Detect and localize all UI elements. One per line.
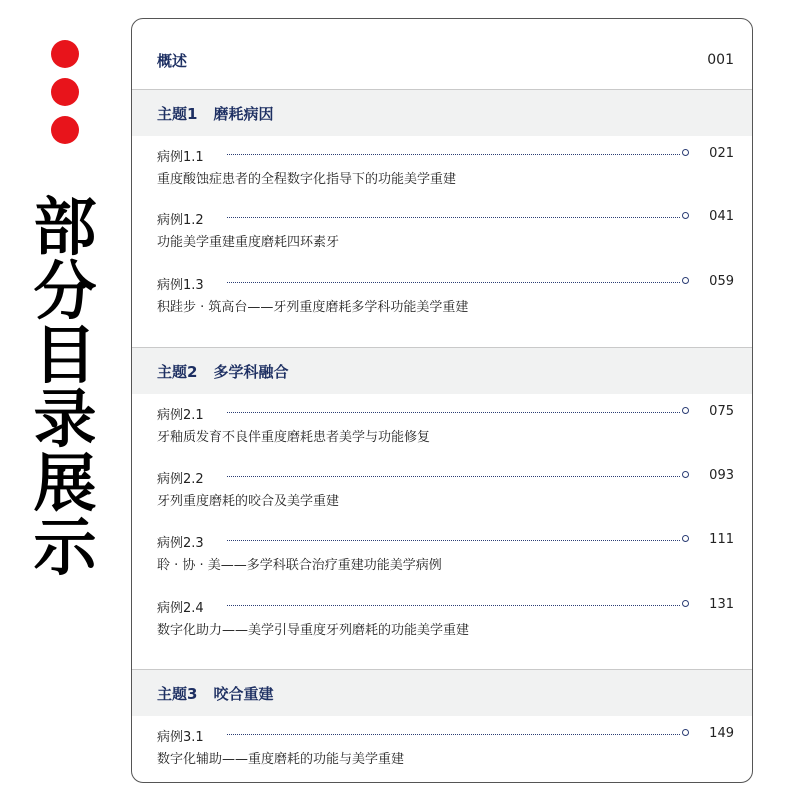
leader-end-circle [682,407,689,414]
toc-entry[interactable] [157,726,734,766]
leader-end-circle [682,149,689,156]
dotted-leader [227,217,680,218]
theme-label: 主题3 [157,684,198,703]
case-title: 数字化助力——美学引导重度牙列磨耗的功能美学重建 [157,623,470,638]
case-page: 111 [709,532,734,547]
title-char: 部 [33,191,97,264]
dotted-leader [227,476,680,477]
title-char: 分 [33,255,97,328]
title-char: 目 [33,319,97,392]
case-page: 149 [709,726,734,741]
case-label: 病例2.3 [157,536,204,551]
red-dot [51,78,79,106]
toc-entry[interactable] [157,404,734,444]
case-page: 041 [709,209,734,224]
toc-entry[interactable] [157,468,734,508]
overview-page: 001 [707,52,734,68]
title-char: 录 [33,383,97,456]
case-label: 病例1.3 [157,278,204,293]
leader-end-circle [682,277,689,284]
case-label: 病例2.4 [157,601,204,616]
case-label: 病例2.2 [157,472,204,487]
toc-card [131,18,753,783]
dotted-leader [227,605,680,606]
theme-name: 咬合重建 [213,684,274,703]
case-title: 功能美学重建重度磨耗四环素牙 [157,235,340,250]
case-label: 病例1.1 [157,150,204,165]
case-label: 病例2.1 [157,408,204,423]
red-dot [51,116,79,144]
leader-end-circle [682,212,689,219]
theme-name: 多学科融合 [213,362,289,381]
leader-end-circle [682,600,689,607]
case-label: 病例1.2 [157,213,204,228]
leader-end-circle [682,729,689,736]
toc-entry[interactable] [157,532,734,572]
red-dot [51,40,79,68]
toc-entry[interactable] [157,597,734,637]
case-title: 数字化辅助——重度磨耗的功能与美学重建 [157,752,405,767]
case-page: 093 [709,468,734,483]
toc-entry[interactable] [157,209,734,249]
case-title: 聆 · 协 · 美——多学科联合治疗重建功能美学病例 [157,558,442,573]
toc-entry[interactable] [157,146,734,186]
theme-name: 磨耗病因 [213,104,274,123]
case-page: 021 [709,146,734,161]
decorative-dots [47,40,83,154]
case-title: 重度酸蚀症患者的全程数字化指导下的功能美学重建 [157,172,457,187]
overview-label: 概述 [157,51,188,70]
case-page: 075 [709,404,734,419]
toc-entry[interactable] [157,274,734,314]
dotted-leader [227,734,680,735]
title-char: 展 [33,447,97,520]
dotted-leader [227,540,680,541]
leader-end-circle [682,471,689,478]
dotted-leader [227,154,680,155]
case-title: 牙列重度磨耗的咬合及美学重建 [157,494,340,509]
case-title: 牙釉质发育不良伴重度磨耗患者美学与功能修复 [157,430,431,445]
case-page: 059 [709,274,734,289]
dotted-leader [227,282,680,283]
case-title: 积跬步 · 筑高台——牙列重度磨耗多学科功能美学重建 [157,300,469,315]
theme-3-header[interactable] [132,670,752,716]
case-page: 131 [709,597,734,612]
theme-2-header[interactable] [132,348,752,394]
vertical-title [25,191,105,584]
toc-overview-row[interactable] [132,37,752,83]
theme-label: 主题1 [157,104,198,123]
leader-end-circle [682,535,689,542]
theme-1-header[interactable] [132,90,752,136]
theme-label: 主题2 [157,362,198,381]
title-char: 示 [33,511,97,584]
dotted-leader [227,412,680,413]
case-label: 病例3.1 [157,730,204,745]
